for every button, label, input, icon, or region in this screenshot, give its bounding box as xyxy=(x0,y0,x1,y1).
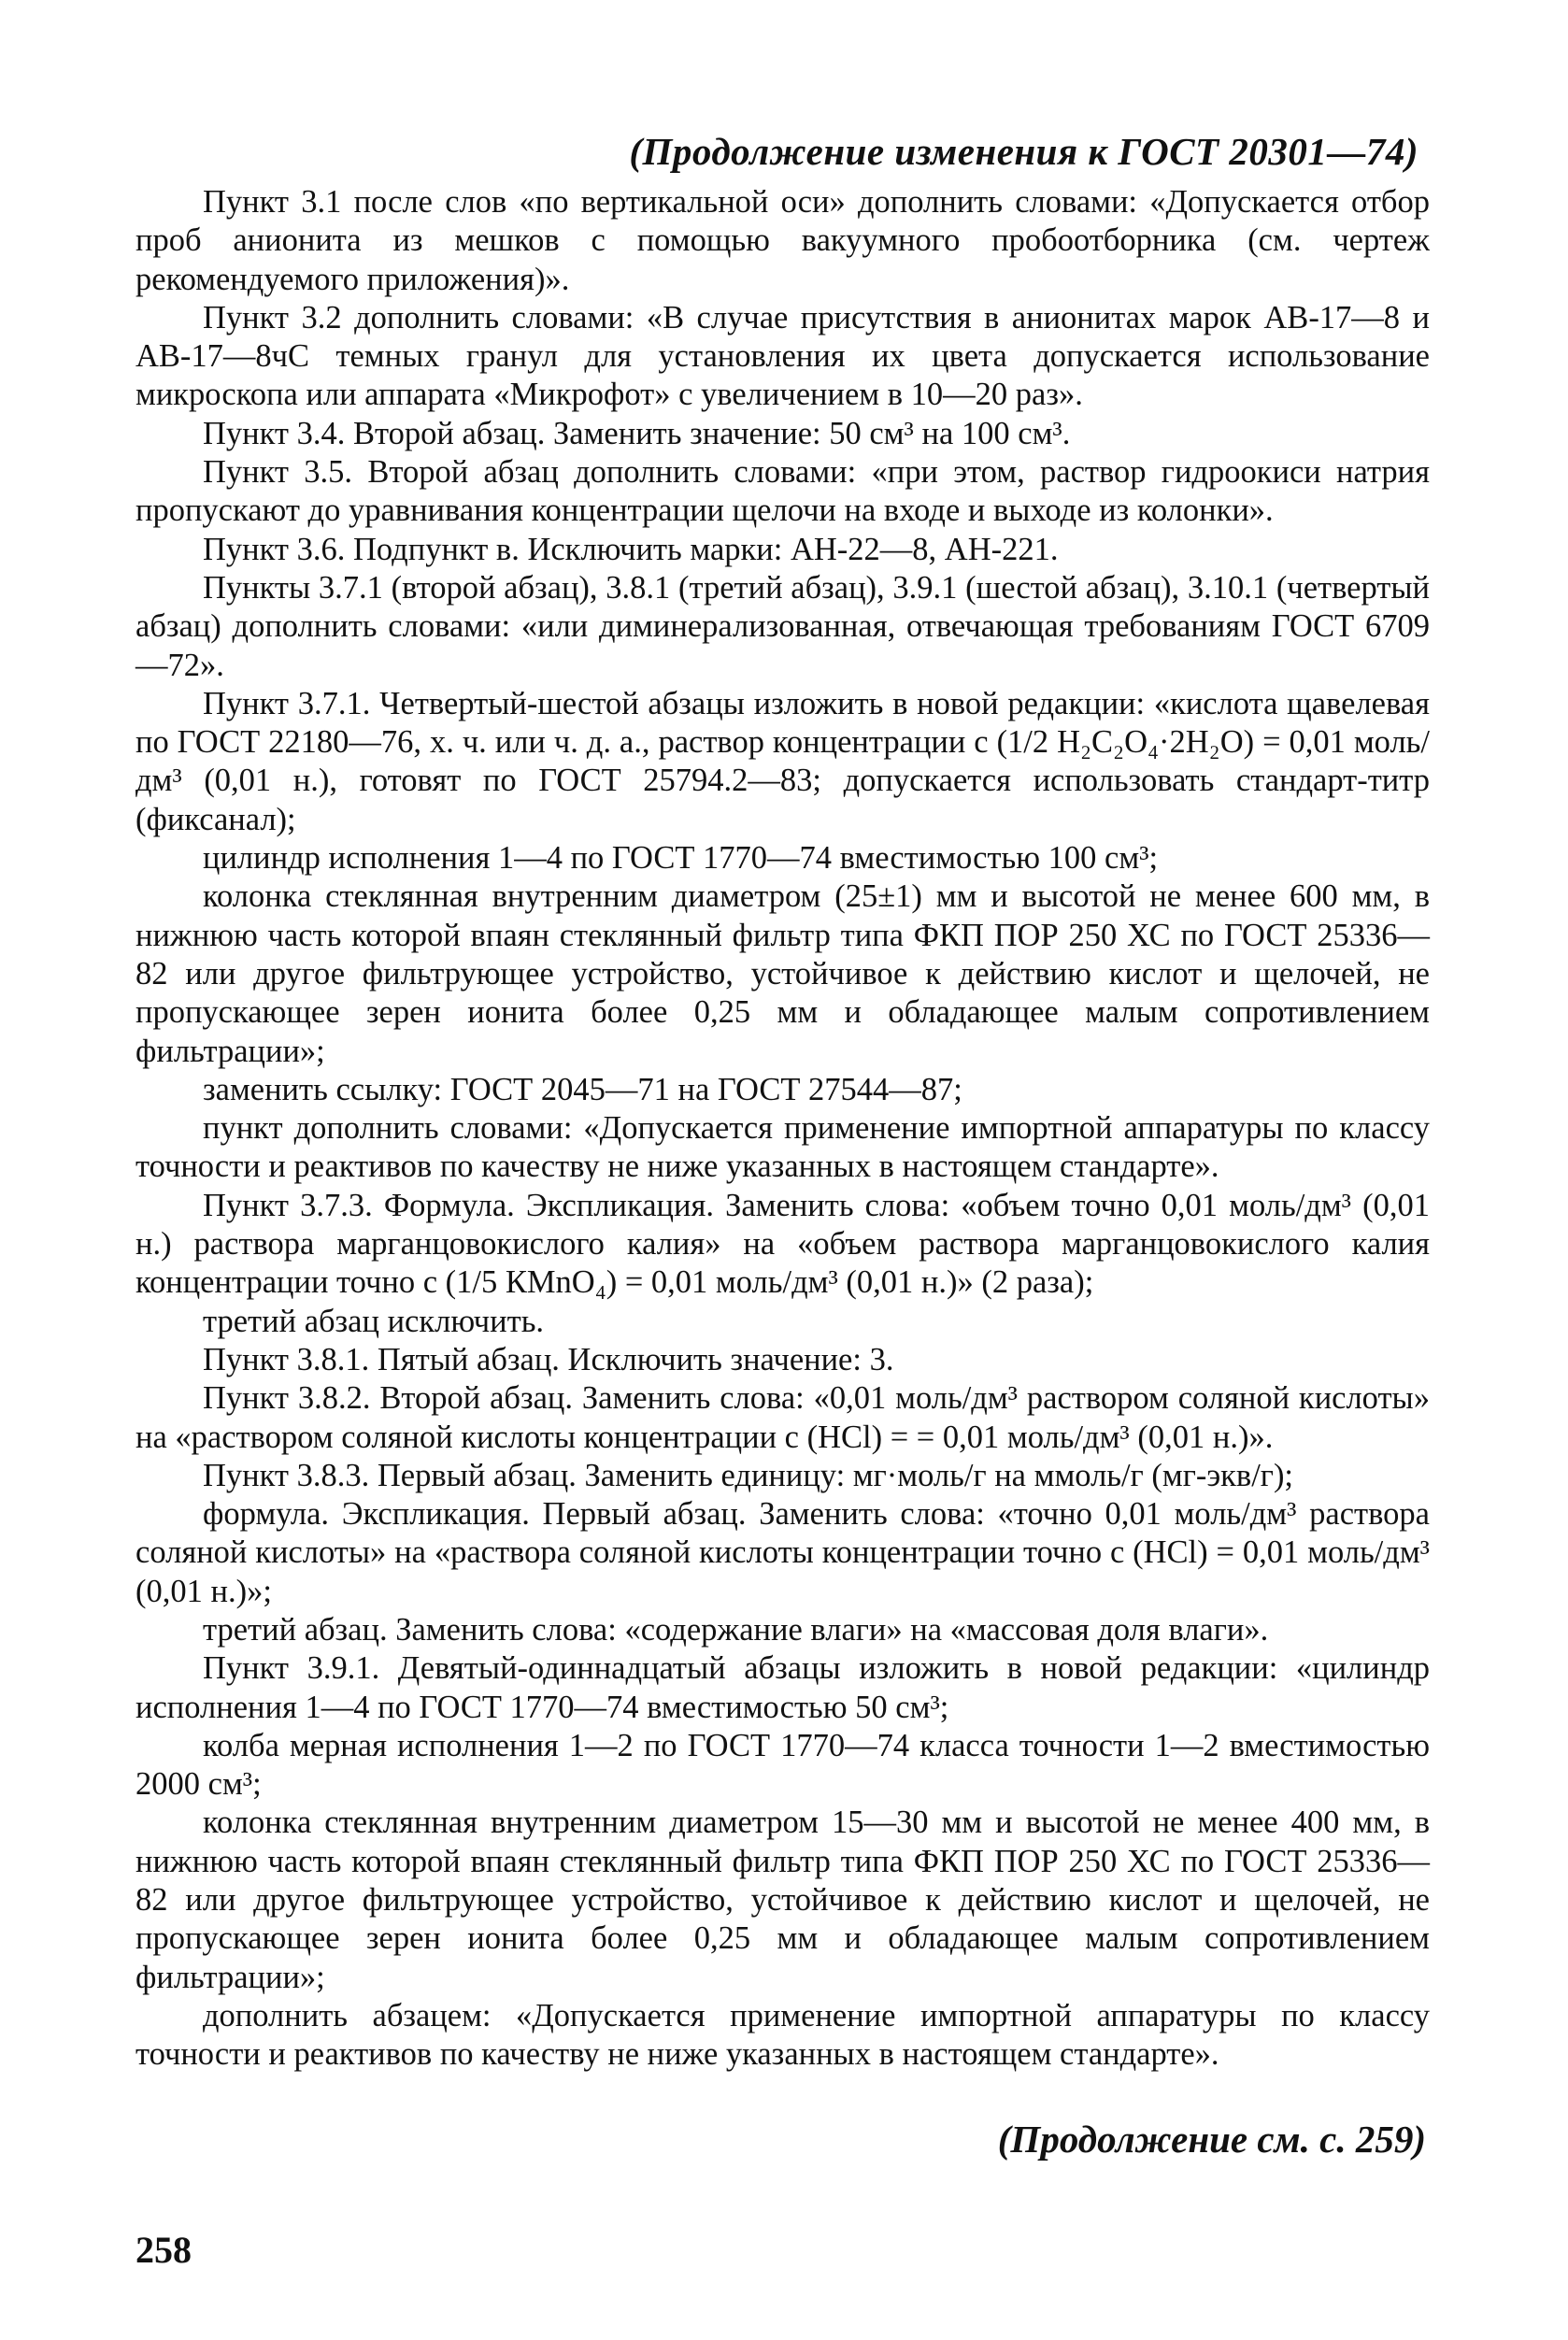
paragraph: колонка стеклянная внутренним диаметром (25±1) мм и высотой не менее 600 мм, в нижнюю часть которой впаян стеклянный фильтр типа ФКП ПОР 250 ХС по ГОСТ 25336—82 или другое фильтрующее устройство, устойчивое к действию кислот и щелочей, не пропускающее зерен ионита более 0,25 мм и обладающее малым сопротивлением фильтрации»; xyxy=(135,878,1430,1069)
paragraph: третий абзац. Заменить слова: «содержание влаги» на «массовая доля влаги». xyxy=(203,1611,1269,1648)
paragraph: Пункт 3.2 дополнить словами: «В случае присутствия в анионитах марок АВ-17—8 и АВ-17—8чС темных гранул для установления их цвета допускается использование микроскопа или аппарата «Микрофот» с увеличением в 10—20 раз». xyxy=(135,299,1430,413)
paragraph: Пункт 3.8.2. Второй абзац. Заменить слова: «0,01 моль/дм³ раствором соляной кислоты» на «раствором соляной кислоты концентрации с (HCl) = = 0,01 моль/дм³ (0,01 н.)». xyxy=(135,1380,1430,1455)
paragraph: заменить ссылку: ГОСТ 2045—71 на ГОСТ 27544—87; xyxy=(203,1071,962,1107)
paragraph: Пункт 3.8.1. Пятый абзац. Исключить значение: 3. xyxy=(203,1341,894,1377)
paragraph: Пункт 3.7.1. Четвертый-шестой абзацы изложить в новой редакции: «кислота щавелевая по ГОСТ 22180—76, х. ч. или ч. д. а., раствор концентрации с (1/2 H₂C₂O₄·2H₂O) = 0,01 моль/дм³ (0,01 н.), готовят по ГОСТ 25794.2—83; допускается использовать стандарт-титр (фиксанал); xyxy=(135,685,1430,837)
paragraph: цилиндр исполнения 1—4 по ГОСТ 1770—74 вместимостью 100 см³; xyxy=(203,840,1159,877)
paragraph: Пункт 3.4. Второй абзац. Заменить значение: 50 см³ на 100 см³. xyxy=(203,415,1071,451)
paragraph: третий абзац исключить. xyxy=(203,1303,545,1339)
paragraph: Пункт 3.1 после слов «по вертикальной оси» дополнить словами: «Допускается отбор проб анионита из мешков с помощью вакуумного пробоотборника (см. чертеж рекомендуемого приложения)». xyxy=(135,184,1430,297)
paragraph: колонка стеклянная внутренним диаметром 15—30 мм и высотой не менее 400 мм, в нижнюю часть которой впаян стеклянный фильтр типа ФКП ПОР 250 ХС по ГОСТ 25336—82 или другое фильтрующее устройство, устойчивое к действию кислот и щелочей, не пропускающее зерен ионита более 0,25 мм и обладающее малым сопротивлением фильтрации»; xyxy=(135,1805,1430,1995)
paragraph: Пункты 3.7.1 (второй абзац), 3.8.1 (третий абзац), 3.9.1 (шестой абзац), 3.10.1 (четвертый абзац) дополнить словами: «или диминерализованная, отвечающая требованиям ГОСТ 6709—72». xyxy=(135,569,1430,683)
paragraph: формула. Экспликация. Первый абзац. Заменить слова: «точно 0,01 моль/дм³ раствора соляной кислоты» на «раствора соляной кислоты концентрации точно с (HCl) = 0,01 моль/дм³ (0,01 н.)»; xyxy=(135,1496,1430,1609)
running-header: (Продолжение изменения к ГОСТ 20301—74) xyxy=(629,130,1418,173)
page-number: 258 xyxy=(135,2229,192,2271)
paragraph: дополнить абзацем: «Допускается применение импортной аппаратуры по классу точности и реактивов по качеству не ниже указанных в настоящем стандарте». xyxy=(135,1997,1430,2073)
paragraph: Пункт 3.8.3. Первый абзац. Заменить единицу: мг·моль/г на ммоль/г (мг-экв/г); xyxy=(203,1457,1294,1493)
paragraph: пункт дополнить словами: «Допускается применение импортной аппаратуры по классу точности и реактивов по качеству не ниже указанных в настоящем стандарте». xyxy=(135,1110,1430,1185)
continuation-note: (Продолжение см. с. 259) xyxy=(997,2118,1426,2161)
document-body xyxy=(135,183,1430,2075)
paragraph: Пункт 3.7.3. Формула. Экспликация. Заменить слова: «объем точно 0,01 моль/дм³ (0,01 н.) раствора марганцовокислого калия» на «объем раствора марганцовокислого калия концентрации точно с (1/5 КMnO₄) = 0,01 моль/дм³ (0,01 н.)» (2 раза); xyxy=(135,1187,1430,1301)
paragraph: колба мерная исполнения 1—2 по ГОСТ 1770—74 класса точности 1—2 вместимостью 2000 см³; xyxy=(135,1727,1430,1803)
paragraph: Пункт 3.5. Второй абзац дополнить словами: «при этом, раствор гидроокиси натрия пропускают до уравнивания концентрации щелочи на входе и выходе из колонки». xyxy=(135,454,1430,529)
paragraph: Пункт 3.9.1. Девятый-одиннадцатый абзацы изложить в новой редакции: «цилиндр исполнения 1—4 по ГОСТ 1770—74 вместимостью 50 см³; xyxy=(135,1650,1430,1725)
paragraph: Пункт 3.6. Подпункт в. Исключить марки: АН-22—8, АН-221. xyxy=(203,531,1059,567)
